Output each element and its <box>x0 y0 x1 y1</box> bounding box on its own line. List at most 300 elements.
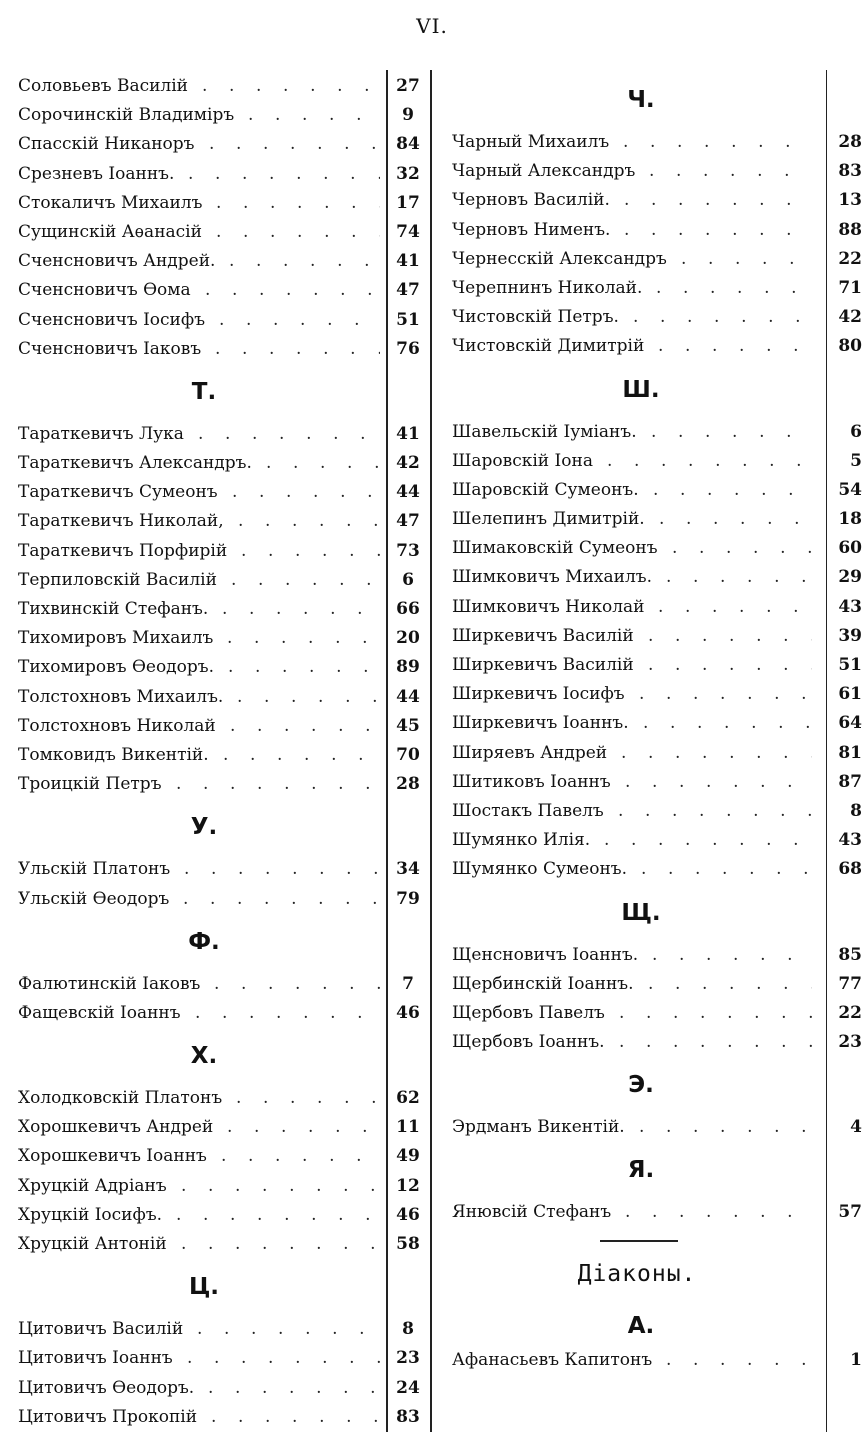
entry-name: Шимковичъ Николай <box>452 596 645 617</box>
entry-name: Чарный Михаилъ <box>452 132 610 152</box>
entry-number: 20 <box>396 628 420 649</box>
entry-name: Тараткевичъ Сумеонъ <box>18 482 218 503</box>
entry-number: 41 <box>396 251 420 272</box>
dot-leader <box>607 447 812 476</box>
entry-number: 73 <box>396 540 420 561</box>
dot-leader <box>624 186 812 215</box>
index-entry <box>18 1374 430 1403</box>
entry-number: 28 <box>396 774 420 795</box>
entry-number: 11 <box>396 1117 420 1138</box>
entry-number: 6 <box>402 569 414 590</box>
index-entry <box>18 247 430 276</box>
section-heading-a: А. <box>627 1312 655 1339</box>
section-heading-ch: Ч. <box>627 87 655 113</box>
entry-name: Чернесскій Александръ <box>452 248 667 269</box>
dot-leader <box>230 712 380 741</box>
entry-number: 41 <box>396 423 420 444</box>
entry-number: 62 <box>396 1088 420 1109</box>
index-entry <box>452 274 862 303</box>
entry-name: Тихвинскій Стефанъ. <box>18 599 209 619</box>
dot-leader <box>618 797 812 826</box>
entry-number: 22 <box>838 1002 862 1023</box>
entry-number: 28 <box>838 132 862 152</box>
entry-name: Сченсновичъ Іосифъ <box>18 309 206 330</box>
index-entry <box>452 245 862 274</box>
entry-name: Щербинскій Іоаннъ. <box>452 973 634 994</box>
section-ch <box>452 128 862 362</box>
entry-name: Толстохновъ Михаилъ. <box>18 686 224 707</box>
section-heading-f: Ф. <box>188 928 220 955</box>
entry-number: 32 <box>396 163 420 184</box>
entry-number: 79 <box>396 888 420 909</box>
index-entry <box>452 1028 862 1057</box>
index-entry <box>452 157 862 186</box>
index-entry <box>18 653 430 682</box>
index-entry <box>452 970 862 999</box>
entry-name: Шумянко Илія. <box>452 830 591 851</box>
dot-leader <box>216 218 380 247</box>
dot-leader <box>641 855 812 884</box>
entry-name: Тихомировъ Ѳеодоръ. <box>18 657 214 678</box>
section-e <box>452 1113 862 1142</box>
entry-name: Ширкевичъ Іосифъ <box>452 684 625 705</box>
deacons-heading: Діаконы. <box>577 1260 697 1287</box>
entry-name: Щербовъ Іоаннъ. <box>452 1032 605 1053</box>
dot-leader <box>633 303 812 332</box>
entry-number: 77 <box>838 973 862 994</box>
index-entry <box>18 101 430 130</box>
entry-name: Фалютинскій Іаковъ <box>18 973 201 994</box>
section-t <box>18 420 430 799</box>
entry-number: 57 <box>838 1202 862 1223</box>
entry-number: 1 <box>850 1349 862 1370</box>
section-s <box>18 72 430 364</box>
index-entry <box>452 1346 862 1375</box>
dot-leader <box>198 420 380 449</box>
index-entry <box>18 1113 430 1142</box>
entry-name: Шаровскій Сумеонъ. <box>452 479 639 500</box>
entry-name: Щенсновичъ Іоаннъ. <box>452 944 639 965</box>
index-entry <box>18 1201 430 1230</box>
dot-leader <box>238 507 380 536</box>
dot-leader <box>649 157 812 186</box>
dot-leader <box>181 1230 380 1259</box>
entry-name: Ульскій Ѳеодоръ <box>18 888 170 909</box>
entry-name: Хорошкевичъ Андрей <box>18 1117 214 1138</box>
entry-number: 23 <box>838 1032 862 1053</box>
entry-number: 44 <box>396 686 420 707</box>
entry-name: Ширкевичъ Василій <box>452 655 634 675</box>
dot-leader <box>187 1344 380 1373</box>
section-heading-t: Т. <box>191 378 217 405</box>
index-entry <box>18 160 430 189</box>
entry-name: Сущинскій Аѳанасій <box>18 221 202 242</box>
entry-number: 71 <box>838 277 862 298</box>
entry-number: 27 <box>396 76 420 96</box>
entry-name: Ширкевичъ Василій <box>452 625 634 646</box>
section-f <box>18 970 430 1028</box>
entry-number: 58 <box>396 1234 420 1254</box>
entry-number: 68 <box>838 859 862 880</box>
dot-leader <box>219 306 380 335</box>
entry-number: 42 <box>396 453 420 474</box>
entry-number: 6 <box>850 421 862 442</box>
entry-number: 4 <box>850 1117 862 1138</box>
entry-number: 22 <box>838 248 862 269</box>
entry-number: 9 <box>402 105 414 126</box>
dot-leader <box>205 276 380 305</box>
dot-leader <box>648 622 812 651</box>
index-entry <box>18 72 430 101</box>
entry-number: 12 <box>396 1175 420 1196</box>
index-entry <box>452 826 862 855</box>
section-ya <box>452 1198 862 1227</box>
dot-leader <box>653 476 812 505</box>
section-heading-ya: Я. <box>627 1157 655 1184</box>
index-entry <box>18 770 430 799</box>
entry-name: Сченсновичъ Ѳома <box>18 280 191 301</box>
entry-name: Шавельскій Іуміанъ. <box>452 421 637 442</box>
entry-number: 42 <box>838 307 862 328</box>
dot-leader <box>197 1315 380 1344</box>
dot-leader <box>176 770 380 799</box>
index-entry <box>18 420 430 449</box>
index-entry <box>18 999 430 1028</box>
entry-number: 44 <box>396 482 420 503</box>
index-entry <box>18 306 430 335</box>
entry-number: 66 <box>396 599 420 619</box>
dot-leader <box>221 1142 380 1171</box>
entry-name: Хруцкій Іосифъ. <box>18 1204 163 1225</box>
index-entry <box>18 1142 430 1171</box>
dot-leader <box>619 999 812 1028</box>
entry-name: Срезневъ Іоаннъ. <box>18 163 175 184</box>
dot-leader <box>651 418 812 447</box>
dot-leader <box>215 335 380 364</box>
index-entry <box>452 505 862 534</box>
dot-leader <box>658 593 812 622</box>
entry-name: Цитовичъ Ѳеодоръ. <box>18 1377 195 1398</box>
entry-number: 34 <box>396 859 420 880</box>
dot-leader <box>214 970 380 999</box>
index-entry <box>18 537 430 566</box>
entry-number: 51 <box>396 309 420 330</box>
index-entry <box>452 797 862 826</box>
index-entry <box>18 218 430 247</box>
entry-number: 23 <box>396 1348 420 1369</box>
entry-number: 89 <box>396 657 420 678</box>
entry-name: Холодковскій Платонъ <box>18 1088 223 1109</box>
dot-leader <box>232 478 380 507</box>
index-entry <box>18 624 430 653</box>
index-entry <box>452 999 862 1028</box>
entry-name: Шостакъ Павелъ <box>452 800 604 821</box>
entry-name: Черновъ Василій. <box>452 190 610 211</box>
index-entry <box>452 216 862 245</box>
index-entry <box>18 1084 430 1113</box>
entry-name: Троицкій Петръ <box>18 774 162 795</box>
entry-name: Ширкевичъ Іоаннъ. <box>452 713 629 734</box>
index-entry <box>18 566 430 595</box>
entry-name: Шаровскій Іона <box>452 450 593 471</box>
dot-leader <box>659 505 812 534</box>
index-entry <box>18 449 430 478</box>
index-entry <box>18 335 430 364</box>
dot-leader <box>656 274 812 303</box>
dot-leader <box>625 1198 812 1227</box>
entry-name: Спасскій Никаноръ <box>18 134 195 155</box>
section-heading-e: Э. <box>628 1072 654 1099</box>
index-entry <box>452 651 862 680</box>
entry-name: Терпиловскій Василій <box>18 569 217 590</box>
entry-number: 47 <box>396 280 420 301</box>
dot-leader <box>652 941 812 970</box>
index-entry <box>18 741 430 770</box>
dot-leader <box>236 1084 380 1113</box>
entry-number: 46 <box>396 1002 420 1023</box>
entry-number: 81 <box>838 742 862 763</box>
index-entry <box>452 622 862 651</box>
entry-name: Хруцкій Адріанъ <box>18 1175 167 1196</box>
entry-name: Эрдманъ Викентій. <box>452 1117 625 1138</box>
entry-name: Черепнинъ Николай. <box>452 277 643 298</box>
dot-leader <box>672 534 812 563</box>
entry-name: Шитиковъ Іоаннъ <box>452 771 611 792</box>
entry-name: Тихомировъ Михаилъ <box>18 628 214 649</box>
entry-name: Шимковичъ Михаилъ. <box>452 567 652 588</box>
entry-name: Хорошкевичъ Іоаннъ <box>18 1146 207 1167</box>
section-sh <box>452 418 862 885</box>
dot-leader <box>623 128 812 157</box>
entry-name: Шиpяевъ Андрей <box>452 742 608 763</box>
dot-leader <box>229 247 380 276</box>
dot-leader <box>241 537 380 566</box>
dot-leader <box>625 768 812 797</box>
entry-name: Тараткевичъ Порфирій <box>18 540 228 561</box>
entry-number: 49 <box>396 1146 420 1167</box>
index-entry <box>452 418 862 447</box>
entry-number: 7 <box>402 973 414 994</box>
left-column <box>18 72 430 1432</box>
dot-leader <box>222 595 380 624</box>
dot-leader <box>658 332 812 361</box>
entry-number: 64 <box>838 713 862 734</box>
index-entry <box>452 1113 862 1142</box>
index-entry <box>452 563 862 592</box>
index-entry <box>18 1403 430 1432</box>
entry-name: Чистовскій Димитрій <box>452 336 645 357</box>
index-entry <box>452 768 862 797</box>
dot-leader <box>176 1201 380 1230</box>
dot-leader <box>621 739 812 768</box>
dot-leader <box>208 1374 380 1403</box>
entry-number: 85 <box>838 944 862 965</box>
entry-number: 70 <box>396 744 420 765</box>
index-entry <box>18 1344 430 1373</box>
index-entry <box>452 186 862 215</box>
dot-leader <box>227 624 380 653</box>
index-entry <box>452 447 862 476</box>
entry-name: Щербовъ Павелъ <box>452 1002 605 1023</box>
column-rule-middle <box>430 70 432 1432</box>
index-entry <box>18 507 430 536</box>
entry-name: Шелепинъ Димитрій. <box>452 509 645 530</box>
entry-name: Ульскій Платонъ <box>18 859 171 880</box>
entry-name: Чистовскій Петръ. <box>452 307 619 328</box>
entry-number: 83 <box>838 161 862 182</box>
entry-number: 54 <box>838 479 862 500</box>
entry-number: 45 <box>396 715 420 736</box>
section-heading-u: У. <box>190 814 218 841</box>
entry-number: 46 <box>396 1204 420 1225</box>
entry-number: 51 <box>838 655 862 675</box>
entry-number: 43 <box>838 830 862 851</box>
entry-number: 83 <box>396 1406 420 1427</box>
dot-leader <box>188 160 380 189</box>
index-entry <box>452 739 862 768</box>
index-entry <box>18 683 430 712</box>
entry-number: 74 <box>396 221 420 242</box>
index-entry <box>452 534 862 563</box>
entry-number: 84 <box>396 134 420 155</box>
dot-leader <box>184 855 380 884</box>
section-heading-h: Х. <box>190 1043 218 1070</box>
entry-name: Сорочинскій Владиміръ <box>18 105 235 126</box>
index-entry <box>452 332 862 361</box>
index-entry <box>18 970 430 999</box>
section-u <box>18 855 430 913</box>
index-entry <box>18 1315 430 1344</box>
entry-number: 39 <box>838 625 862 646</box>
entry-name: Афанасьевъ Капитонъ <box>452 1349 653 1370</box>
index-entry <box>18 885 430 914</box>
entry-name: Шимаковскій Сумеонъ <box>452 538 658 559</box>
section-a <box>452 1346 862 1375</box>
dot-leader <box>639 680 812 709</box>
entry-name: Цитовичъ Прокопій <box>18 1406 198 1427</box>
entry-name: Соловьевъ Василій <box>18 76 188 96</box>
entry-number: 8 <box>402 1319 414 1340</box>
dot-leader <box>666 563 812 592</box>
dot-leader <box>619 1028 812 1057</box>
right-column <box>452 72 862 1375</box>
dot-leader <box>639 1113 812 1142</box>
dot-leader <box>223 741 380 770</box>
dot-leader <box>209 130 380 159</box>
section-heading-ts: Ц. <box>188 1274 220 1301</box>
index-entry <box>452 128 862 157</box>
entry-name: Фащевскій Іоаннъ <box>18 1002 181 1023</box>
entry-name: Тараткевичъ Александръ. <box>18 453 252 474</box>
index-entry <box>18 478 430 507</box>
index-entry <box>18 276 430 305</box>
dot-leader <box>681 245 812 274</box>
entry-name: Черновъ Нименъ. <box>452 219 611 240</box>
dot-leader <box>624 216 812 245</box>
entry-number: 18 <box>838 509 862 530</box>
section-h <box>18 1084 430 1259</box>
index-entry <box>18 595 430 624</box>
dot-leader <box>648 651 812 680</box>
entry-number: 5 <box>850 450 862 471</box>
section-heading-sh: Ш. <box>622 376 660 403</box>
dot-leader <box>666 1346 812 1375</box>
index-entry <box>452 303 862 332</box>
dot-leader <box>266 449 380 478</box>
dot-leader <box>211 1403 380 1432</box>
entry-number: 24 <box>396 1377 420 1398</box>
entry-name: Хруцкій Антоній <box>18 1234 167 1254</box>
entry-number: 43 <box>838 596 862 617</box>
section-shch <box>452 941 862 1058</box>
dot-leader <box>227 1113 380 1142</box>
index-entry <box>452 1198 862 1227</box>
index-entry <box>18 1172 430 1201</box>
dot-leader <box>237 683 380 712</box>
section-ts <box>18 1315 430 1432</box>
entry-number: 61 <box>838 684 862 705</box>
index-entry <box>452 709 862 738</box>
entry-number: 87 <box>838 771 862 792</box>
dot-leader <box>228 653 380 682</box>
index-entry <box>18 189 430 218</box>
page-number: VI. <box>416 14 448 38</box>
index-entry <box>452 680 862 709</box>
index-entry <box>18 855 430 884</box>
entry-name: Цитовичъ Василій <box>18 1319 184 1340</box>
entry-number: 29 <box>838 567 862 588</box>
dot-leader <box>195 999 380 1028</box>
entry-name: Шумянко Сумеонъ. <box>452 859 628 880</box>
entry-name: Тараткевичъ Лука <box>18 423 184 444</box>
entry-name: Томковидъ Викентій. <box>18 744 209 765</box>
dot-leader <box>183 885 380 914</box>
entry-number: 13 <box>838 190 862 211</box>
index-entry <box>452 476 862 505</box>
dot-leader <box>643 709 812 738</box>
entry-name: Стокаличъ Михаилъ <box>18 192 203 213</box>
entry-number: 88 <box>838 219 862 240</box>
entry-name: Толстохновъ Николай <box>18 715 216 736</box>
index-entry <box>18 130 430 159</box>
entry-number: 80 <box>838 336 862 357</box>
dot-leader <box>231 566 380 595</box>
entry-number: 47 <box>396 511 420 532</box>
entry-number: 17 <box>396 192 420 213</box>
dot-leader <box>248 101 380 130</box>
entry-name: Сченсновичъ Андрей. <box>18 251 216 272</box>
dot-leader <box>604 826 812 855</box>
section-heading-shch: Щ. <box>621 899 661 926</box>
index-entry <box>452 855 862 884</box>
entry-name: Сченсновичъ Іаковъ <box>18 338 202 359</box>
entry-number: 76 <box>396 338 420 359</box>
index-entry <box>452 593 862 622</box>
entry-name: Цитовичъ Іоаннъ <box>18 1348 173 1369</box>
dot-leader <box>202 72 380 101</box>
entry-name: Тараткевичъ Николай, <box>18 511 224 532</box>
dot-leader <box>216 189 380 218</box>
index-entry <box>18 712 430 741</box>
index-entry <box>18 1230 430 1259</box>
dot-leader <box>648 970 812 999</box>
dot-leader <box>181 1172 380 1201</box>
entry-name: Чарный Александръ <box>452 161 636 182</box>
entry-number: 60 <box>838 538 862 559</box>
entry-name: Янювсій Стефанъ <box>452 1202 612 1223</box>
index-entry <box>452 941 862 970</box>
entry-number: 8 <box>850 800 862 821</box>
